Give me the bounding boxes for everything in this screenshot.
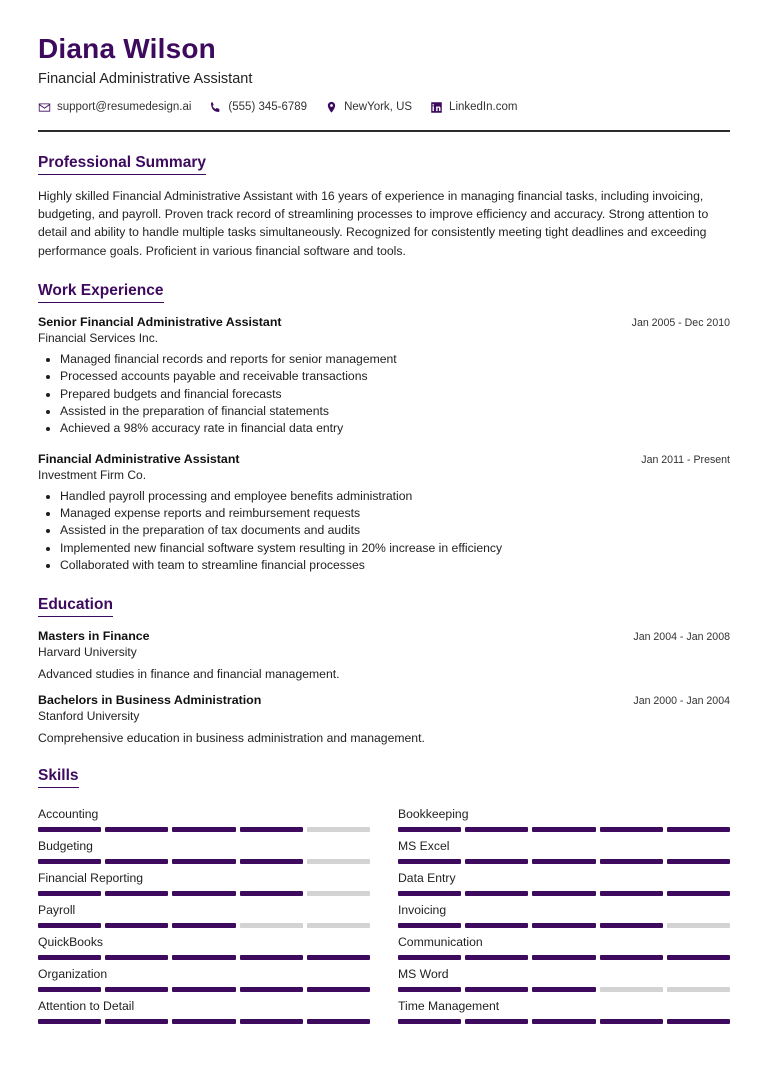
- list-item: • Managed expense reports and reimbursement requests: [60, 505, 730, 522]
- skill-name: Invoicing: [398, 903, 447, 918]
- envelope-icon: [38, 101, 51, 114]
- skill-name: Budgeting: [38, 839, 93, 854]
- section-title-education: Education: [38, 596, 113, 617]
- list-item: • Handled payroll processing and employee benefits administration: [60, 488, 730, 505]
- header-divider: [38, 130, 730, 132]
- skill-level-segment: [38, 1019, 101, 1024]
- skill-item: [38, 800, 370, 832]
- skill-item: [38, 864, 370, 896]
- contact-email[interactable]: [38, 101, 191, 114]
- skill-item: [398, 928, 730, 960]
- skill-level-bar: [38, 1019, 370, 1024]
- experience-entry: [38, 315, 730, 438]
- section-education: [38, 596, 730, 745]
- experience-bullets: [38, 351, 730, 438]
- education-degree: Masters in Finance: [38, 629, 150, 644]
- list-item: • Collaborated with team to streamline financial processes: [60, 557, 730, 574]
- experience-company: Financial Services Inc.: [38, 330, 159, 345]
- contact-location[interactable]: [325, 101, 412, 114]
- skill-item: [398, 960, 730, 992]
- skill-item: [398, 864, 730, 896]
- skill-item: [38, 960, 370, 992]
- skill-name: QuickBooks: [38, 935, 104, 950]
- experience-company: Investment Firm Co.: [38, 467, 147, 482]
- skill-name: Accounting: [38, 807, 99, 822]
- skill-item: [38, 928, 370, 960]
- skill-name: Payroll: [38, 903, 76, 918]
- skill-name: Bookkeeping: [398, 807, 469, 822]
- section-title-experience: Work Experience: [38, 282, 164, 303]
- education-entry: [38, 693, 730, 745]
- education-entry: [38, 629, 730, 681]
- section-title-summary: Professional Summary: [38, 154, 206, 175]
- skill-level-segment: [105, 1019, 168, 1024]
- experience-role: Senior Financial Administrative Assistant: [38, 314, 282, 329]
- list-item: • Prepared budgets and financial forecasts: [60, 386, 730, 403]
- education-entry-head: [38, 629, 730, 643]
- skill-name: Communication: [398, 935, 483, 950]
- experience-dates: Jan 2005 - Dec 2010: [631, 316, 730, 329]
- skill-name: Attention to Detail: [38, 999, 135, 1014]
- skills-grid: [38, 800, 730, 1024]
- experience-entry-head: [38, 452, 730, 466]
- skill-level-segment: [307, 1019, 370, 1024]
- education-description: Advanced studies in finance and financial management.: [38, 667, 340, 682]
- experience-entry: [38, 452, 730, 575]
- skill-name: Time Management: [398, 999, 500, 1014]
- skill-name: Data Entry: [398, 871, 456, 886]
- skill-level-segment: [600, 1019, 663, 1024]
- education-dates: Jan 2000 - Jan 2004: [633, 695, 730, 708]
- skill-name: Organization: [38, 967, 108, 982]
- skill-name: MS Word: [398, 967, 449, 982]
- job-headline: Financial Administrative Assistant: [38, 70, 253, 87]
- list-item: • Processed accounts payable and receivable transactions: [60, 368, 730, 385]
- linkedin-icon: [430, 101, 443, 114]
- skill-item: [398, 800, 730, 832]
- phone-icon: [209, 101, 222, 114]
- contact-phone[interactable]: [209, 101, 307, 114]
- section-work-experience: [38, 282, 730, 574]
- skill-level-segment: [172, 1019, 235, 1024]
- experience-entry-head: [38, 315, 730, 329]
- list-item: • Managed financial records and reports for senior management: [60, 351, 730, 368]
- skill-item: [398, 896, 730, 928]
- experience-role: Financial Administrative Assistant: [38, 451, 240, 466]
- skill-name: MS Excel: [398, 839, 450, 854]
- location-icon: [325, 101, 338, 114]
- education-school: Harvard University: [38, 645, 137, 660]
- experience-bullets: [38, 488, 730, 575]
- section-title-skills: Skills: [38, 767, 79, 788]
- skill-level-bar: [398, 1019, 730, 1024]
- education-entry-head: [38, 693, 730, 707]
- resume-header: [38, 34, 730, 132]
- list-item: • Assisted in the preparation of tax documents and audits: [60, 522, 730, 539]
- contact-location-text: NewYork, US: [344, 101, 413, 114]
- summary-text: Highly skilled Financial Administrative Assistant with 16 years of experience in managing financial tasks, including invoicing, budgeting, and payroll. Proven track record of streamlining processes to improve efficiency and accuracy. Strong attention to detail and ability to handle multiple tasks simultaneously. Recognized for consistently meeting tight deadlines and exceeding performance goals. Proficient in various financial software and tools.: [38, 188, 709, 258]
- contact-row: [38, 101, 730, 114]
- skill-item: [38, 832, 370, 864]
- skill-item: [38, 896, 370, 928]
- skill-item: [398, 832, 730, 864]
- skill-item: [38, 992, 370, 1024]
- page-title: Diana Wilson: [38, 33, 216, 64]
- skill-item: [398, 992, 730, 1024]
- skill-name: Financial Reporting: [38, 871, 144, 886]
- section-professional-summary: [38, 154, 730, 260]
- education-degree: Bachelors in Business Administration: [38, 693, 262, 708]
- skill-level-segment: [465, 1019, 528, 1024]
- list-item: • Implemented new financial software system resulting in 20% increase in efficiency: [60, 540, 730, 557]
- experience-dates: Jan 2011 - Present: [641, 453, 730, 466]
- contact-email-text: support@resumedesign.ai: [57, 101, 192, 114]
- contact-phone-text: (555) 345-6789: [228, 101, 308, 114]
- skill-level-segment: [240, 1019, 303, 1024]
- contact-linkedin-text: LinkedIn.com: [449, 101, 518, 114]
- education-school: Stanford University: [38, 709, 140, 724]
- list-item: • Assisted in the preparation of financial statements: [60, 403, 730, 420]
- contact-linkedin[interactable]: [430, 101, 517, 114]
- section-skills: [38, 767, 730, 1024]
- skill-level-segment: [532, 1019, 595, 1024]
- skill-level-segment: [398, 1019, 461, 1024]
- education-dates: Jan 2004 - Jan 2008: [633, 631, 730, 644]
- skill-level-segment: [667, 1019, 730, 1024]
- list-item: • Achieved a 98% accuracy rate in financial data entry: [60, 420, 730, 437]
- education-description: Comprehensive education in business administration and management.: [38, 731, 425, 746]
